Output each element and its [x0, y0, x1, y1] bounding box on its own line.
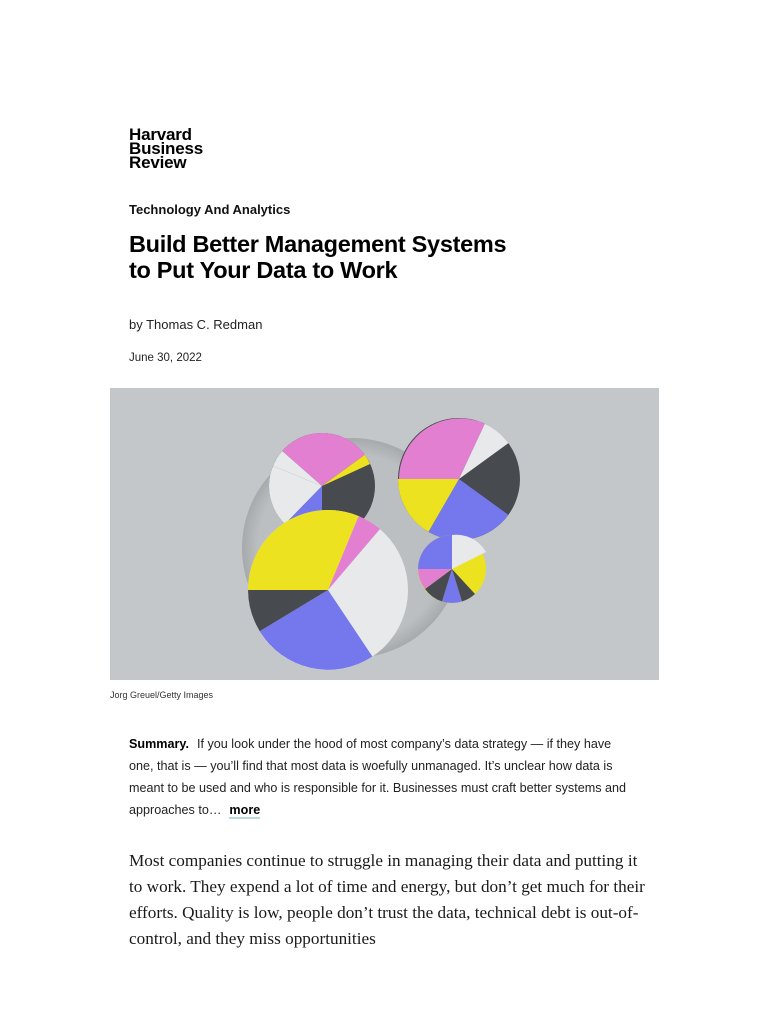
more-link[interactable]: more: [229, 803, 261, 817]
topic-link[interactable]: Technology And Analytics: [129, 202, 291, 217]
image-credit: Jorg Greuel/Getty Images: [110, 690, 214, 700]
logo-line-harvard: Harvard: [129, 125, 192, 144]
article-summary: [129, 733, 639, 821]
summary-label: Summary.: [129, 737, 189, 751]
pie-medium-top-right: [398, 418, 520, 540]
article-body-paragraph: Most companies continue to struggle in managing their data and putting it to work. They expend a lot of time and energy, but don’t get much for their efforts. Quality is low, people don’t trust the data, technical debt is out-of-control, and they miss opportunities: [129, 851, 645, 948]
hero-image: [110, 388, 659, 680]
pie-charts-illustration: [110, 388, 659, 680]
logo-line-business: Business: [129, 139, 203, 158]
pie-large-bottom-left: [248, 510, 408, 670]
logo-line-review: Review: [129, 153, 187, 172]
summary-text: If you look under the hood of most company’s data strategy — if they have one, that is — you’ll find that most data is woefully unmanaged. It’s unclear how data is meant to be used and who is responsible for it. Businesses must craft better systems and approaches to…: [129, 737, 626, 817]
pie-small-right: [418, 535, 486, 603]
hbr-logo[interactable]: [129, 125, 203, 172]
author-byline[interactable]: by Thomas C. Redman: [129, 317, 263, 332]
article-title: Build Better Management Systems to Put Your Data to Work: [129, 231, 507, 283]
publish-date: June 30, 2022: [129, 352, 202, 364]
